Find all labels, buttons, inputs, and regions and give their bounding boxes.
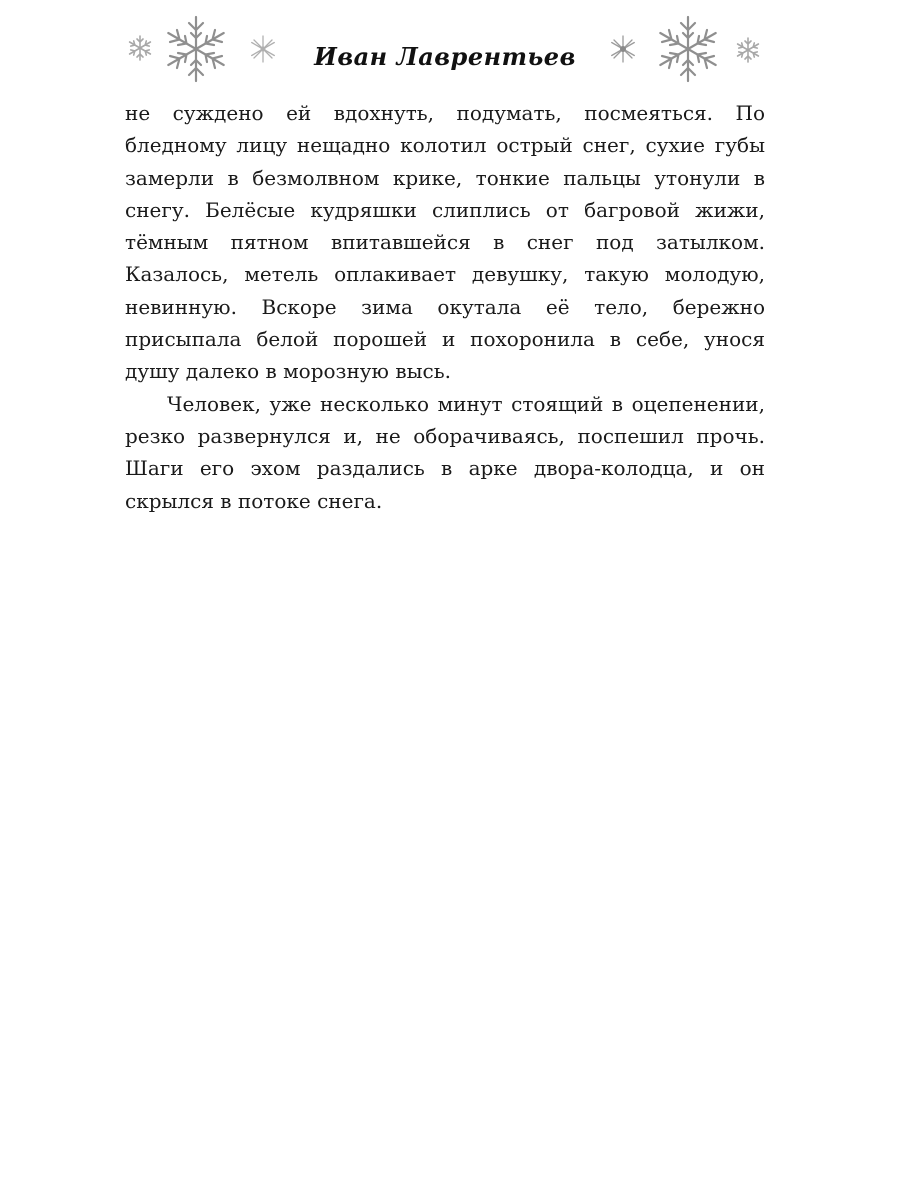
snowflake-icon [734,36,762,64]
body-text [125,97,765,517]
snowflake-icon [608,34,638,64]
page-header [120,12,770,92]
paragraph: Человек, уже несколько минут стоящий в оцепенении, резко развернулся и, не оборачиваясь, поспешил прочь. Шаги его эхом раздались в арке двора-колодца, и он скрылся в потоке снега. [125,391,765,513]
running-head: Иван Лаврентьев [314,42,576,71]
paragraph: не суждено ей вдохнуть, подумать, посмеяться. По бледному лицу нещадно колотил острый снег, сухие губы замерли в безмолвном крике, тонкие пальцы утонули в снегу. Белёсые кудряшки слиплись от багровой жижи, тёмным пятном впитавшейся в снег под затылком. Казалось, метель оплакивает девушку, такую молодую, невинную. Вскоре зима окутала её тело, бережно присыпала белой порошей и похоронила в себе, унося душу далеко в морозную высь. [125,101,765,384]
snowflake-icon [656,14,720,84]
